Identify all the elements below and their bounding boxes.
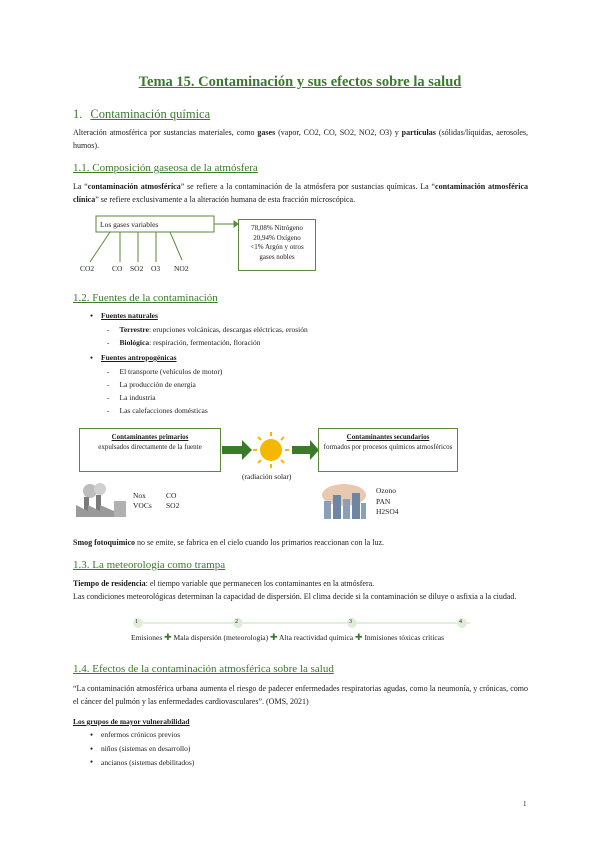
gas-co: CO: [112, 264, 123, 273]
secondary-list: Ozono PAN H2SO4: [376, 486, 399, 516]
anthro-item: - Las calefacciones domésticas: [107, 404, 222, 417]
steps-timeline: [130, 617, 475, 629]
section-1-3-text: Tiempo de residencia: el tiempo variable que permanecen los contaminantes en la atmósfera. Las condiciones meteorológicas determinan la capacidad de dispersión. El clima decide si la contaminación se diluye o asfixia a la ciudad.: [73, 579, 517, 601]
section-1-heading: [73, 107, 210, 122]
page-title: Tema 15. Contaminación y sus efectos sobre la salud: [138, 74, 462, 90]
primary-list-a: Nox VOCs: [133, 491, 152, 510]
plus-icon: ✚: [164, 632, 172, 642]
step-label: Mala dispersión (meteorología): [173, 633, 269, 642]
step-label: Inmisiones tóxicas críticas: [364, 633, 445, 642]
secondary-box: Contaminantes secundarios formados por procesos químicos atmosféricos: [318, 428, 458, 472]
primary-box: Contaminantes primarios expulsados directamente de la fuente: [79, 428, 221, 472]
gas-so2: SO2: [130, 264, 144, 273]
section-1-text: Alteración atmosférica por sustancias materiales, como gases (vapor, CO2, CO, SO2, NO2, O3) y partículas (sólidas/líquidas, aerosoles, humos).: [73, 128, 528, 150]
who-quote: “La contaminación atmosférica urbana aumenta el riesgo de padecer enfermedades respiratorias agudas, como la neumonía, y crónicas, como el cáncer del pulmón y las enfermedades cardiovasculares”. (OMS, 2021): [73, 684, 528, 706]
section-1-1-heading: 1.1. Composición gaseosa de la atmósfera: [73, 162, 258, 174]
natural-item: - Terrestre: erupciones volcánicas, descargas eléctricas, erosión: [107, 323, 308, 336]
section-1-1-text: La “contaminación atmosférica” se refiere a la contaminación de la atmósfera por sustancias químicas. La “contaminación atmosférica clínica” se refiere exclusivamente a la alteración humana de esta fracción microscópica.: [73, 182, 528, 204]
section-1-4-heading: 1.4. Efectos de la contaminación atmosférica sobre la salud: [73, 663, 334, 675]
city-smog-icon: [320, 483, 368, 521]
anthro-sources: ● Fuentes antropogénicas - El transporte (vehículos de motor) - La producción de energía - La industria - Las calefacciones domésticas: [90, 351, 222, 417]
natural-item: - Biológica: respiración, fermentación, floración: [107, 336, 308, 349]
anthro-item: - La producción de energía: [107, 378, 222, 391]
factory-icon: [74, 483, 130, 519]
primary-list-b: CO SO2: [166, 491, 180, 510]
anthro-item: - La industria: [107, 391, 222, 404]
fixed-gases-box: 78,08% Nitrógeno 20,94% Oxígeno <1% Argón y otros gases nobles: [238, 219, 316, 271]
natural-sources: ● Fuentes naturales - Terrestre: erupciones volcánicas, descargas eléctricas, erosión - Biológica: respiración, fermentación, floración: [90, 309, 308, 349]
vulnerable-groups-list: [90, 728, 194, 769]
sun-icon: [253, 432, 289, 468]
list-item: ● enfermos crónicos previos: [90, 728, 194, 742]
plus-icon: ✚: [355, 632, 363, 642]
step-label: Emisiones: [131, 633, 163, 642]
step-label: Alta reactividad química: [279, 633, 354, 642]
arrow-right-icon: [222, 440, 252, 460]
section-1-number: 1.: [73, 107, 83, 121]
sun-arrows: [220, 432, 320, 472]
arrow-right-icon: [292, 440, 319, 460]
step-4-number: 4: [459, 619, 462, 625]
step-3-number: 3: [349, 619, 352, 625]
steps-row: [131, 632, 444, 643]
section-1-2-heading: 1.2. Fuentes de la contaminación: [73, 292, 218, 304]
gas-co2: CO2: [80, 264, 95, 273]
section-1-title: Contaminación química: [90, 107, 211, 121]
list-item: ● niños (sistemas en desarrollo): [90, 742, 194, 756]
anthro-item: - El transporte (vehículos de motor): [107, 365, 222, 378]
vulnerable-groups-title: Los grupos de mayor vulnerabilidad: [73, 717, 190, 726]
section-1-3-heading: 1.3. La meteorología como trampa: [73, 559, 226, 571]
page-number: 1: [523, 800, 527, 808]
list-item: ● ancianos (sistemas debilitados): [90, 756, 194, 770]
smog-text: Smog fotoquímico no se emite, se fabrica en el cielo cuando los primarios reaccionan con la luz.: [73, 538, 385, 547]
gases-label: Los gases variables: [100, 220, 159, 229]
step-1-number: 1: [135, 619, 138, 625]
step-2-number: 2: [235, 619, 238, 625]
sun-label: (radiación solar): [242, 472, 292, 481]
gas-o3: O3: [151, 264, 161, 273]
gas-no2: NO2: [174, 264, 189, 273]
plus-icon: ✚: [269, 632, 278, 642]
